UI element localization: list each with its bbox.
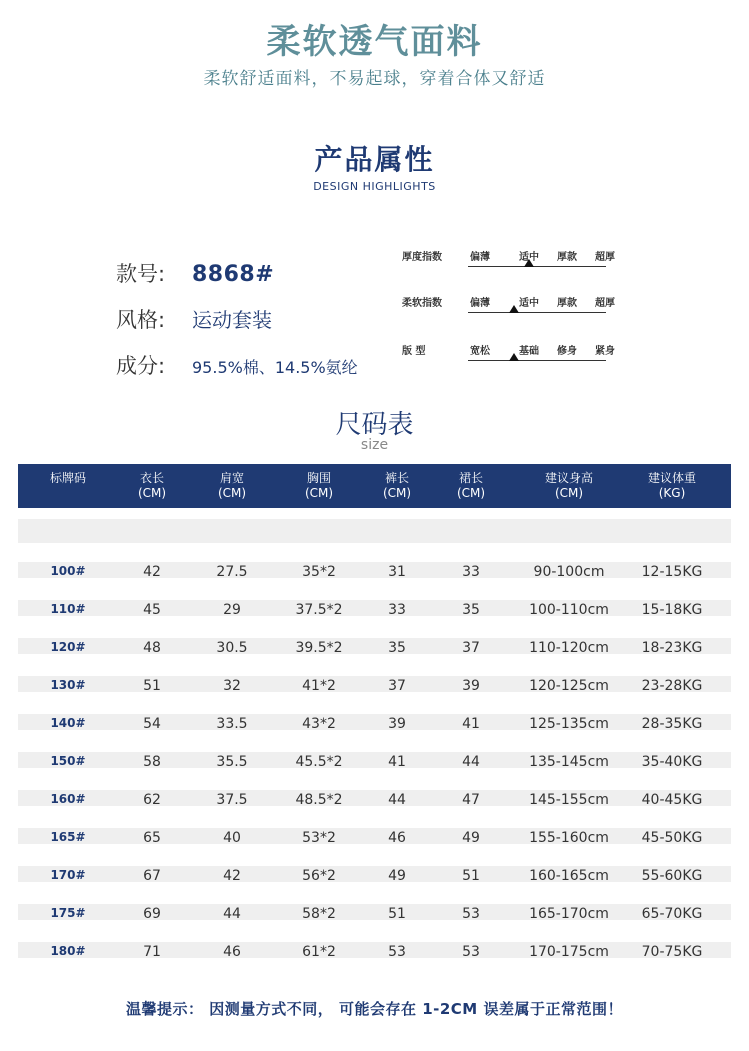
- table-cell: 43*2: [302, 716, 336, 732]
- scale-name: 柔软指数: [402, 298, 442, 309]
- table-cell: 69: [143, 906, 161, 922]
- table-cell: 110-120cm: [529, 640, 609, 656]
- column-header-label: 衣长: [139, 471, 165, 485]
- size-label-cell: 130#: [50, 678, 86, 692]
- table-cell: 40-45KG: [641, 792, 703, 808]
- scale-line: [468, 312, 606, 313]
- table-cell: 44: [223, 906, 241, 922]
- column-header: [305, 471, 333, 501]
- table-row: [18, 676, 731, 698]
- attributes-subtitle: DESIGN HIGHLIGHTS: [313, 180, 436, 193]
- spec-value: 95.5%棉、14.5%氨纶: [192, 358, 358, 377]
- size-label-cell: 120#: [50, 640, 86, 654]
- size-table-spacer: [18, 519, 731, 543]
- scale-marker-icon: [509, 353, 519, 361]
- table-cell: 40: [223, 830, 241, 846]
- scale-option: 宽松: [470, 346, 490, 357]
- spec-composition: [116, 350, 358, 380]
- scale-name: 厚度指数: [402, 252, 442, 263]
- size-label-cell: 110#: [50, 602, 86, 616]
- column-header-unit: (CM): [304, 486, 334, 500]
- table-cell: 35*2: [302, 564, 336, 580]
- size-chart-title: 尺码表: [335, 410, 414, 440]
- size-label-cell: 170#: [50, 868, 86, 882]
- table-cell: 18-23KG: [641, 640, 703, 656]
- column-header: [648, 471, 696, 501]
- table-cell: 90-100cm: [533, 564, 605, 580]
- attribute-scale: [402, 248, 615, 278]
- table-cell: 49: [388, 868, 406, 884]
- table-row: [18, 638, 731, 660]
- column-header: [50, 471, 86, 486]
- table-cell: 46: [388, 830, 406, 846]
- table-row: [18, 752, 731, 774]
- table-cell: 54: [143, 716, 161, 732]
- table-cell: 53: [462, 944, 480, 960]
- table-row: [18, 562, 731, 584]
- row-background: [18, 828, 731, 844]
- table-cell: 70-75KG: [641, 944, 703, 960]
- table-cell: 65-70KG: [641, 906, 703, 922]
- table-cell: 35: [462, 602, 480, 618]
- scale-option: 偏薄: [470, 252, 490, 263]
- table-cell: 27.5: [216, 564, 248, 580]
- table-cell: 56*2: [302, 868, 336, 884]
- table-cell: 48: [143, 640, 161, 656]
- table-cell: 33: [462, 564, 480, 580]
- table-row: [18, 828, 731, 850]
- scale-marker-icon: [509, 305, 519, 313]
- attribute-scale: [402, 342, 615, 372]
- scale-option: 偏薄: [470, 298, 490, 309]
- size-label-cell: 150#: [50, 754, 86, 768]
- spec-label: 风格:: [116, 308, 166, 332]
- scale-option: 厚款: [557, 298, 577, 309]
- column-header-label: 肩宽: [219, 471, 245, 485]
- column-header-unit: (CM): [217, 486, 247, 500]
- size-chart-subtitle: size: [360, 437, 389, 453]
- table-cell: 30.5: [216, 640, 248, 656]
- table-cell: 15-18KG: [641, 602, 703, 618]
- column-header: [383, 471, 411, 501]
- column-header-label: 建议体重: [647, 471, 697, 485]
- table-cell: 53: [388, 944, 406, 960]
- size-label-cell: 140#: [50, 716, 86, 730]
- scale-line: [468, 266, 606, 267]
- table-row: [18, 600, 731, 622]
- table-cell: 12-15KG: [641, 564, 703, 580]
- scale-marker-icon: [524, 259, 534, 267]
- table-cell: 155-160cm: [529, 830, 609, 846]
- table-row: [18, 866, 731, 888]
- table-row: [18, 790, 731, 812]
- table-cell: 35-40KG: [641, 754, 703, 770]
- table-cell: 42: [143, 564, 161, 580]
- attributes-title: 产品属性: [314, 143, 435, 176]
- scale-option: 适中: [519, 252, 539, 263]
- table-cell: 165-170cm: [529, 906, 609, 922]
- page-subtitle: 柔软舒适面料，不易起球，穿着合体又舒适: [203, 69, 546, 89]
- spec-style-number: [116, 258, 274, 288]
- column-header: [457, 471, 485, 501]
- row-background: [18, 638, 731, 654]
- table-cell: 51: [388, 906, 406, 922]
- table-cell: 29: [223, 602, 241, 618]
- column-header-label: 胸围: [306, 471, 332, 485]
- table-cell: 33: [388, 602, 406, 618]
- table-cell: 49: [462, 830, 480, 846]
- table-cell: 44: [388, 792, 406, 808]
- table-cell: 45.5*2: [295, 754, 343, 770]
- table-cell: 45: [143, 602, 161, 618]
- table-cell: 39: [462, 678, 480, 694]
- column-header-unit: (CM): [382, 486, 412, 500]
- row-background: [18, 600, 731, 616]
- column-header-unit: (CM): [137, 486, 167, 500]
- size-label-cell: 100#: [50, 564, 86, 578]
- size-label-cell: 165#: [50, 830, 86, 844]
- table-cell: 41: [388, 754, 406, 770]
- table-cell: 71: [143, 944, 161, 960]
- table-cell: 125-135cm: [529, 716, 609, 732]
- table-cell: 35.5: [216, 754, 248, 770]
- table-cell: 61*2: [302, 944, 336, 960]
- scale-option: 超厚: [595, 298, 615, 309]
- table-cell: 28-35KG: [641, 716, 703, 732]
- table-cell: 37.5: [216, 792, 248, 808]
- table-cell: 62: [143, 792, 161, 808]
- table-cell: 100-110cm: [529, 602, 609, 618]
- table-cell: 58: [143, 754, 161, 770]
- table-cell: 58*2: [302, 906, 336, 922]
- table-cell: 170-175cm: [529, 944, 609, 960]
- page-title: 柔软透气面料: [266, 22, 483, 62]
- table-cell: 51: [462, 868, 480, 884]
- table-cell: 35: [388, 640, 406, 656]
- table-cell: 45-50KG: [641, 830, 703, 846]
- table-cell: 51: [143, 678, 161, 694]
- table-cell: 48.5*2: [295, 792, 343, 808]
- row-background: [18, 942, 731, 958]
- table-cell: 135-145cm: [529, 754, 609, 770]
- column-header-label: 建议身高: [544, 471, 594, 485]
- row-background: [18, 714, 731, 730]
- table-cell: 39: [388, 716, 406, 732]
- attribute-scale: [402, 294, 615, 324]
- scale-option: 修身: [557, 346, 577, 357]
- row-background: [18, 562, 731, 578]
- table-cell: 160-165cm: [529, 868, 609, 884]
- row-background: [18, 752, 731, 768]
- column-header-label: 标牌码: [49, 471, 87, 485]
- row-background: [18, 866, 731, 882]
- scale-option: 基础: [519, 346, 539, 357]
- scale-line: [468, 360, 606, 361]
- table-cell: 47: [462, 792, 480, 808]
- row-background: [18, 904, 731, 920]
- scale-option: 紧身: [595, 346, 615, 357]
- spec-value: 8868#: [192, 262, 275, 287]
- table-cell: 53*2: [302, 830, 336, 846]
- column-header: [545, 471, 593, 501]
- spec-label: 款号:: [116, 262, 166, 286]
- spec-value: 运动套装: [192, 308, 272, 332]
- table-cell: 37: [388, 678, 406, 694]
- scale-name: 版 型: [402, 346, 426, 357]
- table-cell: 33.5: [216, 716, 248, 732]
- column-header-label: 裤长: [384, 471, 410, 485]
- spec-style: [116, 304, 272, 334]
- size-label-cell: 175#: [50, 906, 86, 920]
- row-background: [18, 790, 731, 806]
- table-cell: 37.5*2: [295, 602, 343, 618]
- spec-label: 成分:: [116, 354, 166, 378]
- table-cell: 41*2: [302, 678, 336, 694]
- scale-option: 厚款: [557, 252, 577, 263]
- size-table-header: [18, 464, 731, 508]
- table-cell: 39.5*2: [295, 640, 343, 656]
- table-row: [18, 904, 731, 926]
- table-cell: 145-155cm: [529, 792, 609, 808]
- table-cell: 32: [223, 678, 241, 694]
- table-row: [18, 942, 731, 964]
- table-cell: 44: [462, 754, 480, 770]
- size-label-cell: 160#: [50, 792, 86, 806]
- table-cell: 42: [223, 868, 241, 884]
- column-header-unit: (KG): [658, 486, 686, 500]
- column-header-unit: (CM): [456, 486, 486, 500]
- table-cell: 55-60KG: [641, 868, 703, 884]
- row-background: [18, 676, 731, 692]
- table-cell: 46: [223, 944, 241, 960]
- table-cell: 31: [388, 564, 406, 580]
- table-cell: 65: [143, 830, 161, 846]
- column-header: [218, 471, 246, 501]
- measurement-note: 温馨提示： 因测量方式不同， 可能会存在 1-2CM 误差属于正常范围！: [126, 1000, 623, 1018]
- table-row: [18, 714, 731, 736]
- table-cell: 67: [143, 868, 161, 884]
- column-header-unit: (CM): [554, 486, 584, 500]
- column-header-label: 裙长: [458, 471, 484, 485]
- table-cell: 23-28KG: [641, 678, 703, 694]
- column-header: [138, 471, 166, 501]
- table-cell: 120-125cm: [529, 678, 609, 694]
- size-label-cell: 180#: [50, 944, 86, 958]
- table-cell: 53: [462, 906, 480, 922]
- scale-option: 适中: [519, 298, 539, 309]
- table-cell: 37: [462, 640, 480, 656]
- scale-option: 超厚: [595, 252, 615, 263]
- table-cell: 41: [462, 716, 480, 732]
